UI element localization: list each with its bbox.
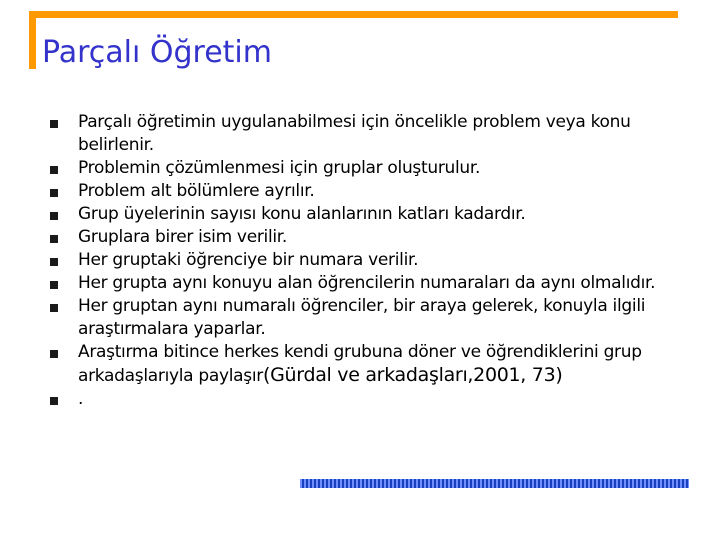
list-item-text: Her gruptan aynı numaralı öğrenciler, bir araya gelerek, konuyla ilgili araştırmalara yaparlar. — [78, 296, 646, 339]
list-item — [50, 157, 700, 180]
list-item-text: Grup üyelerinin sayısı konu alanlarının katları kadardır. — [78, 204, 526, 224]
list-item — [50, 111, 700, 157]
square-bullet-icon — [50, 304, 58, 312]
list-item — [50, 180, 700, 203]
list-item — [50, 203, 700, 226]
list-item — [50, 341, 700, 388]
hyperlink-underline-decoration[interactable] — [300, 479, 689, 488]
slide-title: Parçalı Öğretim — [42, 35, 272, 70]
list-item-text: Problem alt bölümlere ayrılır. — [78, 181, 315, 201]
square-bullet-icon — [50, 281, 58, 289]
list-item-text: Parçalı öğretimin uygulanabilmesi için öncelikle problem veya konu belirlenir. — [78, 112, 631, 155]
square-bullet-icon — [50, 212, 58, 220]
list-item — [50, 249, 700, 272]
square-bullet-icon — [50, 120, 58, 128]
list-item-text: Her grupta aynı konuyu alan öğrencilerin numaraları da aynı olmalıdır. — [78, 273, 656, 293]
square-bullet-icon — [50, 350, 58, 358]
list-item-text: . — [78, 389, 84, 409]
list-item — [50, 272, 700, 295]
square-bullet-icon — [50, 258, 58, 266]
square-bullet-icon — [50, 189, 58, 197]
title-accent-bar-left — [29, 11, 36, 69]
square-bullet-icon — [50, 397, 58, 405]
list-item — [50, 388, 700, 411]
square-bullet-icon — [50, 235, 58, 243]
list-item-main-text: Araştırma bitince herkes kendi grubuna döner ve öğrendiklerini grup arkadaşlarıyla paylaşır — [78, 342, 642, 386]
list-item — [50, 226, 700, 249]
list-item-text: Gruplara birer isim verilir. — [78, 227, 288, 247]
title-accent-bar-top — [29, 11, 678, 18]
list-item — [50, 295, 700, 341]
square-bullet-icon — [50, 166, 58, 174]
list-item-text: Her gruptaki öğrenciye bir numara verilir. — [78, 250, 419, 270]
bullet-list — [50, 111, 700, 411]
citation-text: (Gürdal ve arkadaşları,2001, 73) — [262, 364, 563, 386]
list-item-text — [78, 341, 700, 388]
list-item-text: Problemin çözümlenmesi için gruplar oluşturulur. — [78, 158, 481, 178]
